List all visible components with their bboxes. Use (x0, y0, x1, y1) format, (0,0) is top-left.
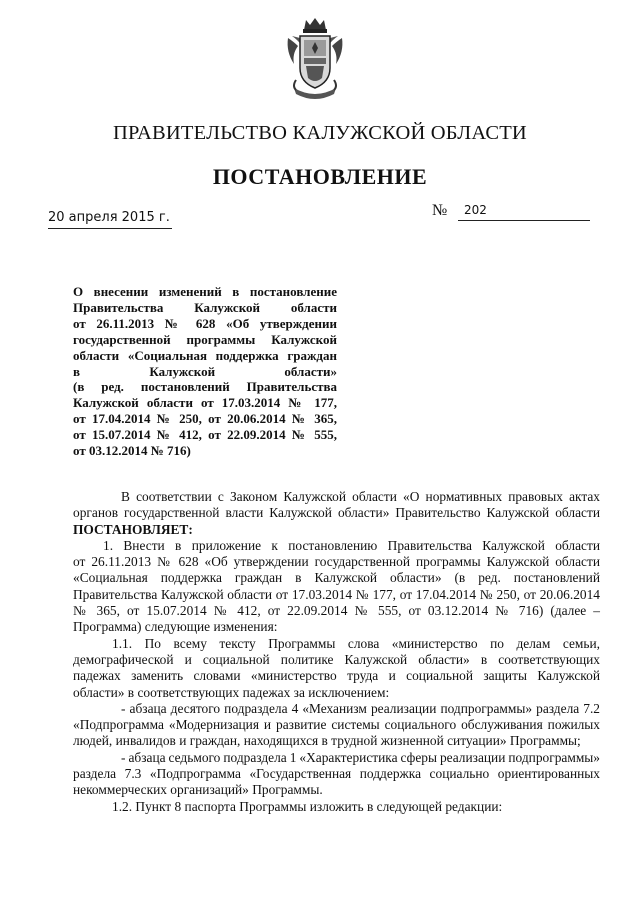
body-line: - абзаца десятого подраздела 4 «Механизм реализации подпрограммы» раздела 7.2 (121, 700, 600, 716)
subject-line: (в ред. постановлений Правительства (73, 379, 337, 395)
decree-subject (73, 284, 337, 459)
paragraph-item-1-2 (73, 799, 600, 815)
number-field (458, 203, 590, 221)
government-name: ПРАВИТЕЛЬСТВО КАЛУЖСКОЙ ОБЛАСТИ (113, 122, 527, 144)
paragraph-preamble (73, 489, 600, 538)
paragraph-item-1 (73, 538, 600, 636)
body-line: некоммерческих организаций» Программы. (73, 782, 323, 798)
body-line: 1. Внести в приложение к постановлению Правительства Калужской области (103, 537, 600, 553)
subject-line: области «Социальная поддержка граждан (73, 347, 337, 363)
subject-line: Правительства Калужской области (73, 299, 337, 315)
subject-line: О внесении изменений в постановление (73, 284, 337, 299)
body-line: Программа) следующие изменения: (73, 619, 278, 635)
date-field (48, 208, 172, 229)
body-line: В соответствии с Законом Калужской области «О нормативных правовых актах (121, 489, 600, 504)
body-line: 1.1. По всему тексту Программы слова «министерство по делам семьи, (112, 635, 600, 651)
decree-body (73, 489, 600, 815)
body-line: «Социальная поддержка граждан в Калужской области» (в ред. постановлений (73, 570, 600, 586)
decree-date: 20 апреля 2015 г. (48, 210, 170, 225)
number-label: № (432, 202, 448, 219)
decree-word: ПОСТАНОВЛЯЕТ: (73, 521, 193, 537)
subject-line: в Калужской области» (73, 363, 337, 379)
subject-line: Калужской области от 17.03.2014 № 177, (73, 395, 337, 411)
subject-line: от 17.04.2014 № 250, от 20.06.2014 № 365, (73, 411, 337, 427)
body-line: падежах заменить словами «министерство труда и социальной защиты Калужской (73, 668, 600, 684)
paragraph-exception-1 (73, 701, 600, 750)
body-line: Правительства Калужской области от 17.03.2014 № 177, от 17.04.2014 № 250, от 20.06.2014 (73, 586, 600, 602)
body-line: от 26.11.2013 № 628 «Об утверждении государственной программы Калужской области (73, 554, 600, 570)
body-line: - абзаца седьмого подраздела 1 «Характеристика сферы реализации подпрограммы» (121, 749, 600, 765)
body-line: 1.2. Пункт 8 паспорта Программы изложить в следующей редакции: (112, 798, 503, 814)
subject-line: государственной программы Калужской (73, 331, 337, 347)
body-line: людей, инвалидов и граждан, находящихся в трудной жизненной ситуации» Программы; (73, 733, 581, 749)
body-line: органов государственной власти Калужской области» Правительство Калужской области (73, 505, 600, 521)
paragraph-item-1-1 (73, 636, 600, 701)
body-line: области» в соответствующих падежах за исключением: (73, 684, 390, 700)
body-line: «Подпрограмма «Модернизация и развитие системы социального обслуживания пожилых (73, 717, 600, 733)
body-line: раздела 7.3 «Подпрограмма «Государственная поддержка социально ориентированных (73, 766, 600, 782)
body-line: № 365, от 15.07.2014 № 412, от 22.09.2014 № 555, от 03.12.2014 № 716) (далее – (73, 603, 600, 619)
subject-line: от 26.11.2013 № 628 «Об утверждении (73, 315, 337, 331)
document-type: ПОСТАНОВЛЕНИЕ (212, 164, 428, 189)
coat-of-arms-emblem (284, 16, 346, 102)
decree-number: 202 (464, 203, 487, 217)
subject-line: от 15.07.2014 № 412, от 22.09.2014 № 555, (73, 427, 337, 443)
paragraph-exception-2 (73, 750, 600, 799)
body-line: демографической и социальной политике Калужской области» в соответствующих (73, 651, 600, 667)
subject-line: от 03.12.2014 № 716) (73, 443, 191, 459)
